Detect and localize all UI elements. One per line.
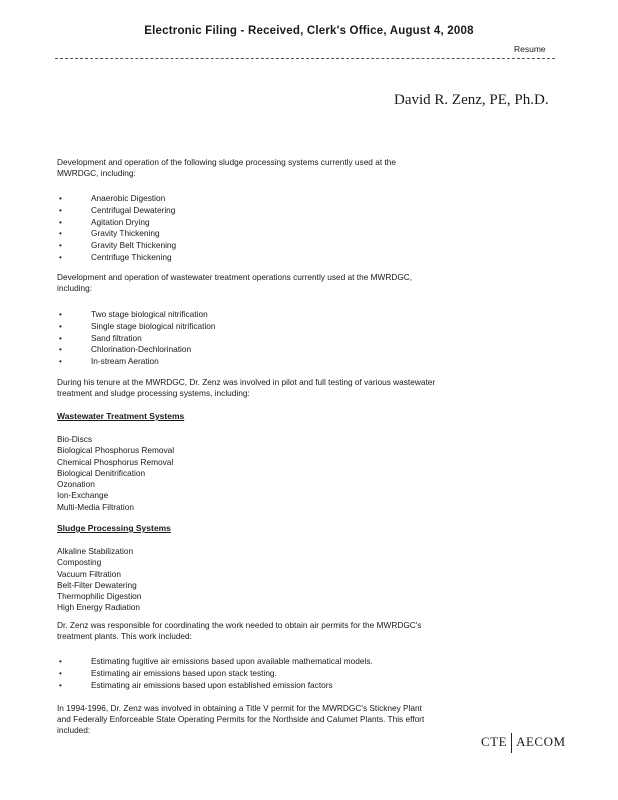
document-tag: Resume <box>514 44 546 54</box>
list-item: • In-stream Aeration <box>57 356 216 368</box>
logo-divider <box>511 733 512 753</box>
sludge-processing-systems-list <box>57 546 141 614</box>
list-item: Ion-Exchange <box>57 490 109 501</box>
cte-aecom-logo <box>481 733 566 753</box>
wastewater-treatment-systems-list <box>57 434 174 513</box>
list-item: • Agitation Drying <box>57 217 176 229</box>
list-item: Vacuum Filtration <box>57 568 121 579</box>
list-item: Alkaline Stabilization <box>57 546 134 556</box>
logo-left-text: CTE <box>481 733 508 749</box>
list-item: • Centrifuge Thickening <box>57 252 176 264</box>
list-item: Composting <box>57 557 102 568</box>
list-item: High Energy Radiation <box>57 602 141 613</box>
paragraph-title-v-permit: In 1994-1996, Dr. Zenz was involved in obtaining a Title V permit for the MWRDGC's Stickney Plant and Federally Enforceable State Operating Permits for the Northside and Calumet Plants. This effort included: <box>57 703 425 735</box>
list-item: • Single stage biological nitrification <box>57 321 216 333</box>
list-item: Thermophilic Digestion <box>57 591 142 602</box>
list-item: Ozonation <box>57 479 95 490</box>
list-item: • Sand filtration <box>57 333 216 345</box>
list-item: • Chlorination-Dechlorination <box>57 344 216 356</box>
sludge-systems-list <box>57 193 176 264</box>
list-item: Biological Denitrification <box>57 467 146 478</box>
air-emissions-list <box>57 656 373 691</box>
list-item: • Estimating air emissions based upon established emission factors <box>57 680 373 692</box>
list-item: • Estimating fugitive air emissions based upon available mathematical models. <box>57 656 373 668</box>
list-item: Belt-Filter Dewatering <box>57 579 137 590</box>
list-item: • Estimating air emissions based upon stack testing. <box>57 668 373 680</box>
list-item: Bio-Discs <box>57 434 93 444</box>
list-item: • Two stage biological nitrification <box>57 309 216 321</box>
heading-sludge-processing-systems: Sludge Processing Systems <box>57 523 171 533</box>
heading-wastewater-treatment-systems: Wastewater Treatment Systems <box>57 411 185 421</box>
list-item: • Gravity Thickening <box>57 228 176 240</box>
list-item: • Gravity Belt Thickening <box>57 240 176 252</box>
filing-stamp-header: Electronic Filing - Received, Clerk's Office, August 4, 2008 <box>144 25 474 37</box>
paragraph-air-permits: Dr. Zenz was responsible for coordinating the work needed to obtain air permits for the MWRDGC's treatment plants. This work included: <box>57 620 422 641</box>
header-divider <box>55 58 555 59</box>
author-name: David R. Zenz, PE, Ph.D. <box>394 92 549 108</box>
list-item: Multi-Media Filtration <box>57 501 134 512</box>
logo-right-text: AECOM <box>516 733 566 749</box>
wastewater-operations-list <box>57 309 216 368</box>
list-item: Biological Phosphorus Removal <box>57 445 175 456</box>
paragraph-wastewater-intro: Development and operation of wastewater treatment operations currently used at the MWRDGC, including: <box>57 272 413 293</box>
list-item: • Centrifugal Dewatering <box>57 205 176 217</box>
list-item: • Anaerobic Digestion <box>57 193 176 205</box>
paragraph-testing-intro: During his tenure at the MWRDGC, Dr. Zenz was involved in pilot and full testing of various wastewater treatment and sludge processing systems, including: <box>57 377 436 398</box>
list-item: Chemical Phosphorus Removal <box>57 456 174 467</box>
paragraph-sludge-intro: Development and operation of the following sludge processing systems currently used at the MWRDGC, including: <box>57 157 396 178</box>
